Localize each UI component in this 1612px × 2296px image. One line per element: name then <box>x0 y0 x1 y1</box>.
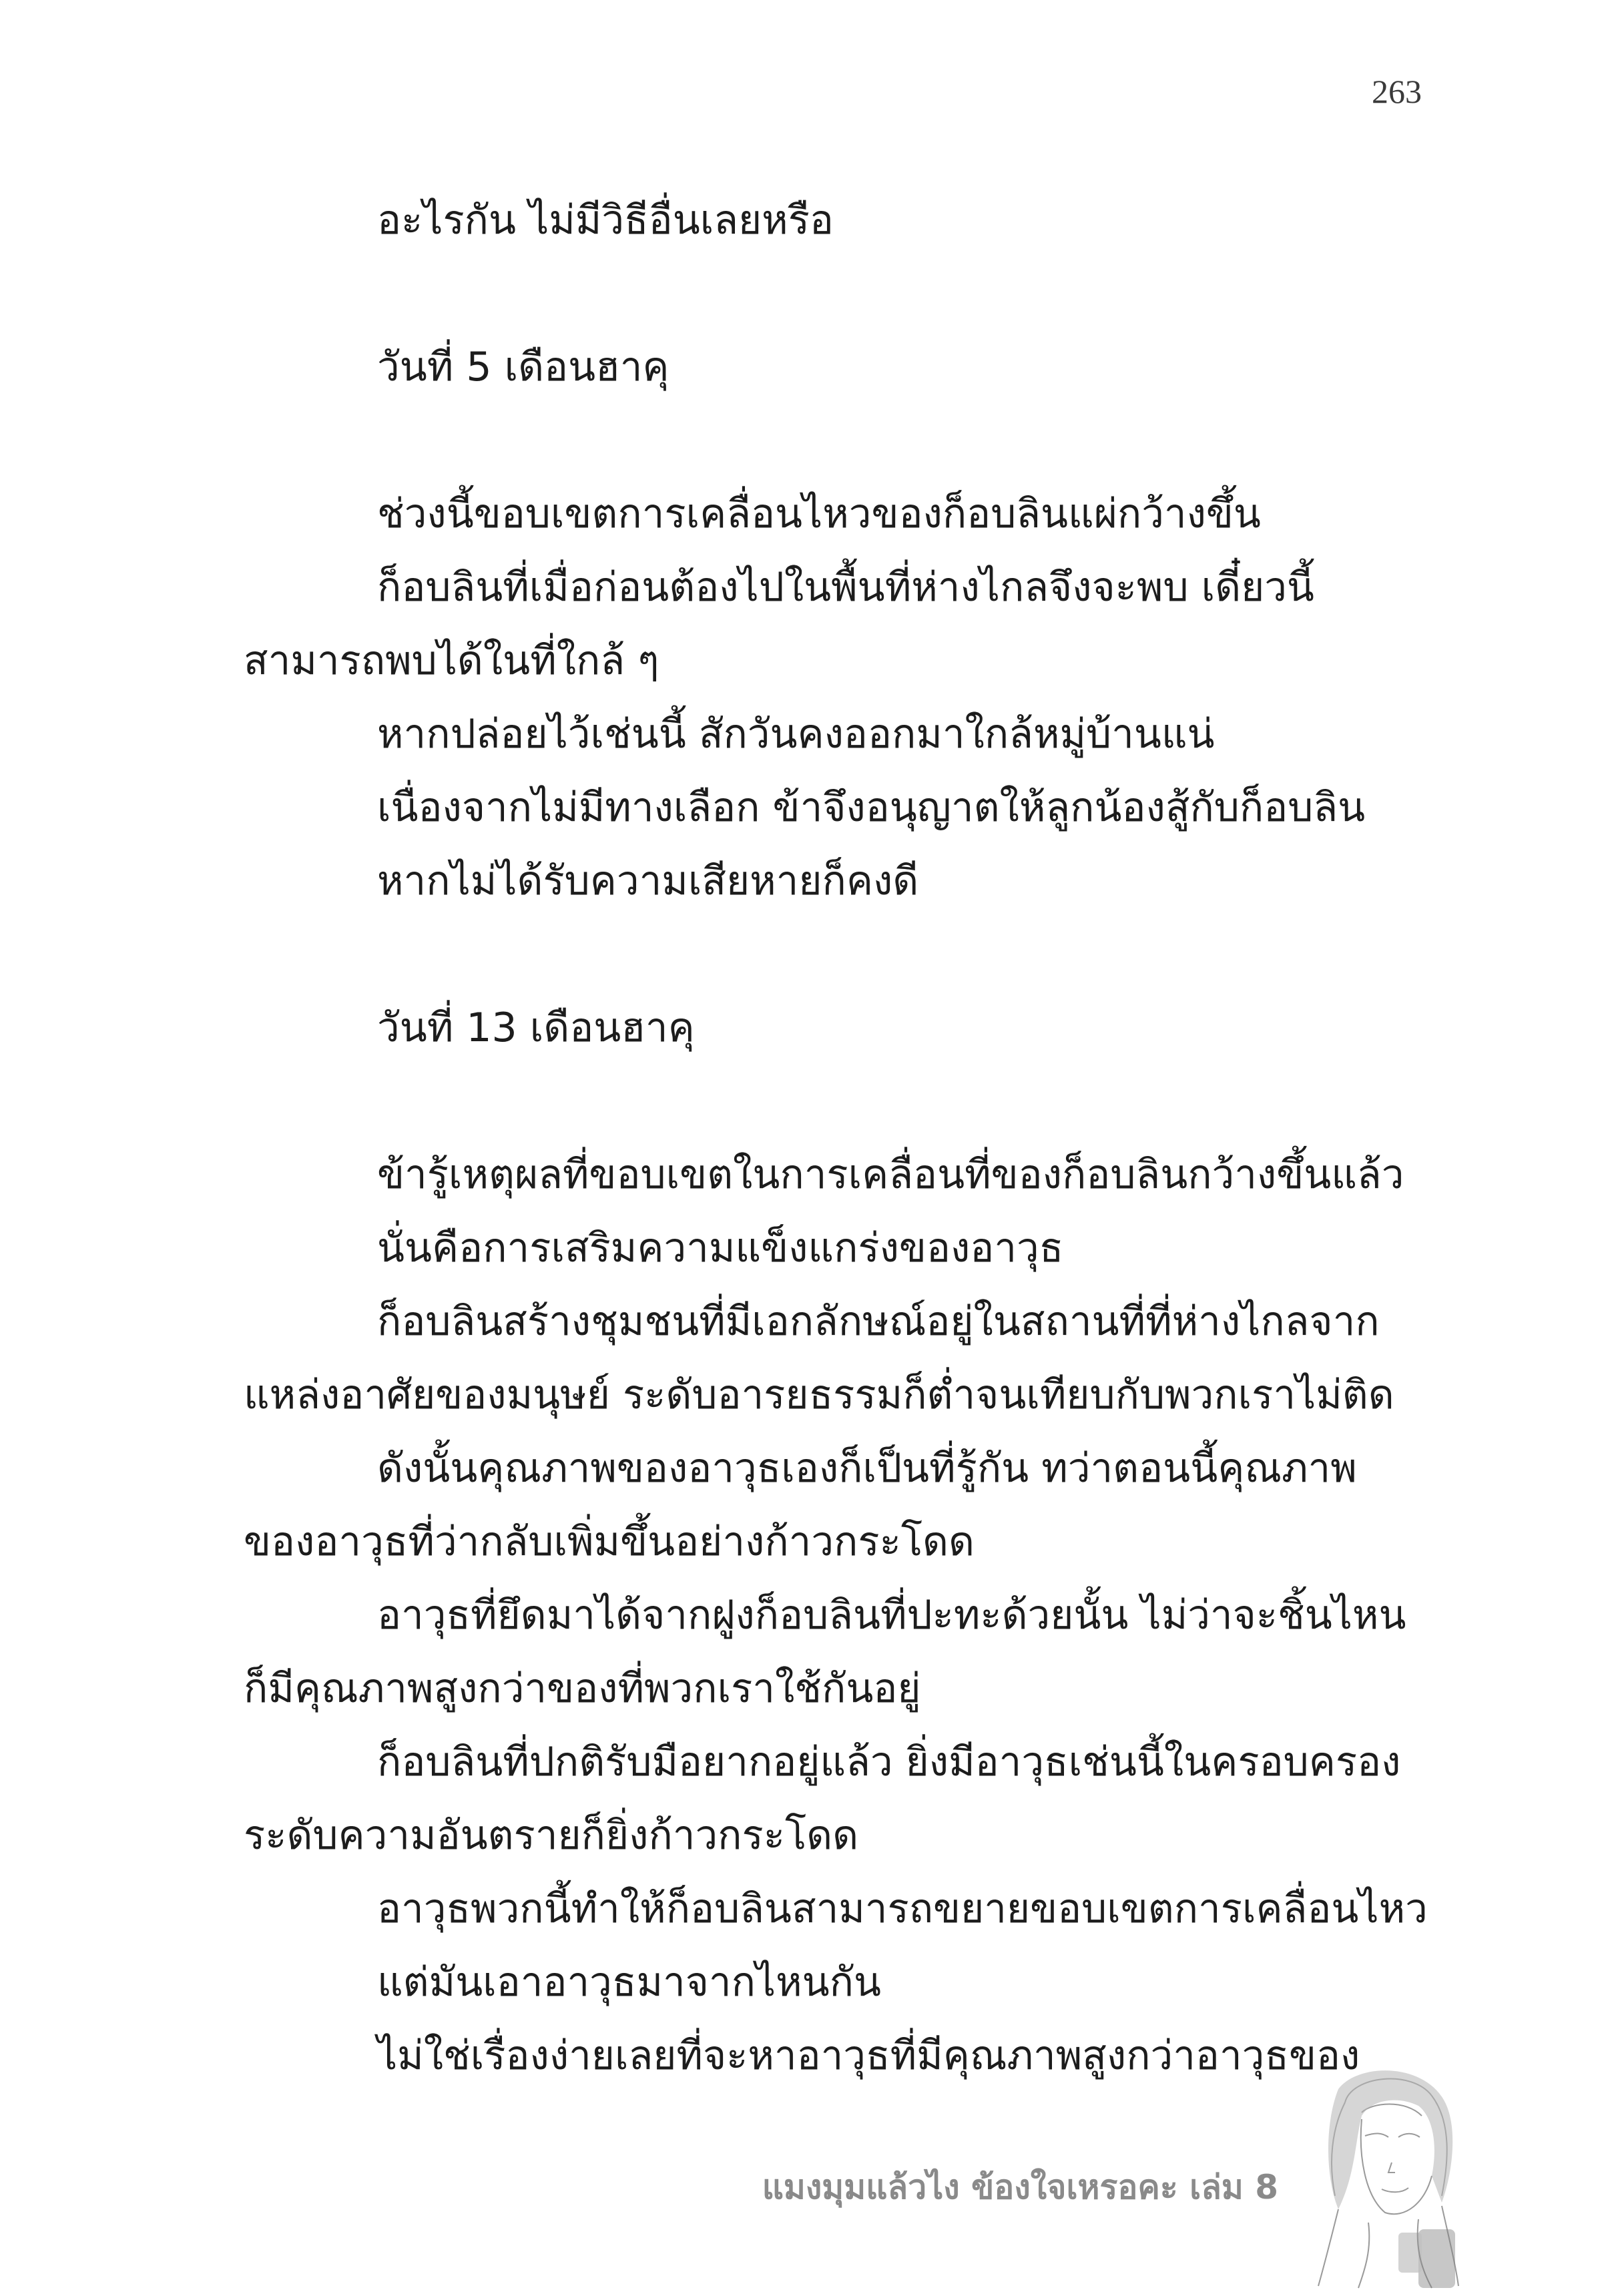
character-illustration <box>1298 2062 1465 2289</box>
text-line: ก็มีคุณภาพสูงกว่าของที่พวกเราใช้กันอยู่ <box>244 1665 921 1712</box>
text-line: อะไรกัน ไม่มีวิธีอื่นเลยหรือ <box>377 197 834 244</box>
text-line: ระดับความอันตรายก็ยิ่งก้าวกระโดด <box>244 1812 859 1859</box>
text-line: หากไม่ได้รับความเสียหายก็คงดี <box>377 858 919 904</box>
text-line: แหล่งอาศัยของมนุษย์ ระดับอารยธรรมก็ต่ำจนเทียบกับพวกเราไม่ติด <box>244 1372 1394 1418</box>
diary-date-heading: วันที่ 5 เดือนฮาคุ <box>377 344 669 390</box>
text-line: ก็อบลินที่ปกติรับมือยากอยู่แล้ว ยิ่งมีอาวุธเช่นนี้ในครอบครอง <box>377 1739 1401 1785</box>
text-line: อาวุธที่ยึดมาได้จากฝูงก็อบลินที่ปะทะด้วยนั้น ไม่ว่าจะชิ้นไหน <box>377 1592 1406 1639</box>
text-line: ดังนั้นคุณภาพของอาวุธเองก็เป็นที่รู้กัน ทว่าตอนนี้คุณภาพ <box>377 1445 1357 1492</box>
footer-book-title: แมงมุมแล้วไง ข้องใจเหรอคะ เล่ม 8 <box>762 2168 1278 2207</box>
text-line: อาวุธพวกนี้ทำให้ก็อบลินสามารถขยายขอบเขตการเคลื่อนไหว <box>377 1886 1428 1932</box>
text-line: เนื่องจากไม่มีทางเลือก ข้าจึงอนุญาตให้ลูกน้องสู้กับก็อบลิน <box>377 784 1366 831</box>
page-number: 263 <box>1372 73 1422 110</box>
diary-date-heading: วันที่ 13 เดือนฮาคุ <box>377 1005 695 1051</box>
text-line: ไม่ใช่เรื่องง่ายเลยที่จะหาอาวุธที่มีคุณภาพสูงกว่าอาวุธของ <box>377 2032 1360 2079</box>
text-line: แต่มันเอาอาวุธมาจากไหนกัน <box>377 1959 881 2006</box>
text-line: หากปล่อยไว้เช่นนี้ สักวันคงออกมาใกล้หมู่บ้านแน่ <box>377 711 1215 758</box>
text-line: ช่วงนี้ขอบเขตการเคลื่อนไหวของก็อบลินแผ่กว้างขึ้น <box>377 491 1261 537</box>
text-line: นั่นคือการเสริมความแข็งแกร่งของอาวุธ <box>377 1225 1064 1271</box>
text-line: ของอาวุธที่ว่ากลับเพิ่มขึ้นอย่างก้าวกระโดด <box>244 1518 975 1565</box>
text-line: สามารถพบได้ในที่ใกล้ ๆ <box>244 637 659 684</box>
text-line: ก็อบลินสร้างชุมชนที่มีเอกลักษณ์อยู่ในสถานที่ที่ห่างไกลจาก <box>377 1298 1380 1345</box>
text-line: ข้ารู้เหตุผลที่ขอบเขตในการเคลื่อนที่ของก็อบลินกว้างขึ้นแล้ว <box>377 1151 1404 1198</box>
text-line: ก็อบลินที่เมื่อก่อนต้องไปในพื้นที่ห่างไกลจึงจะพบ เดี๋ยวนี้ <box>377 564 1314 611</box>
